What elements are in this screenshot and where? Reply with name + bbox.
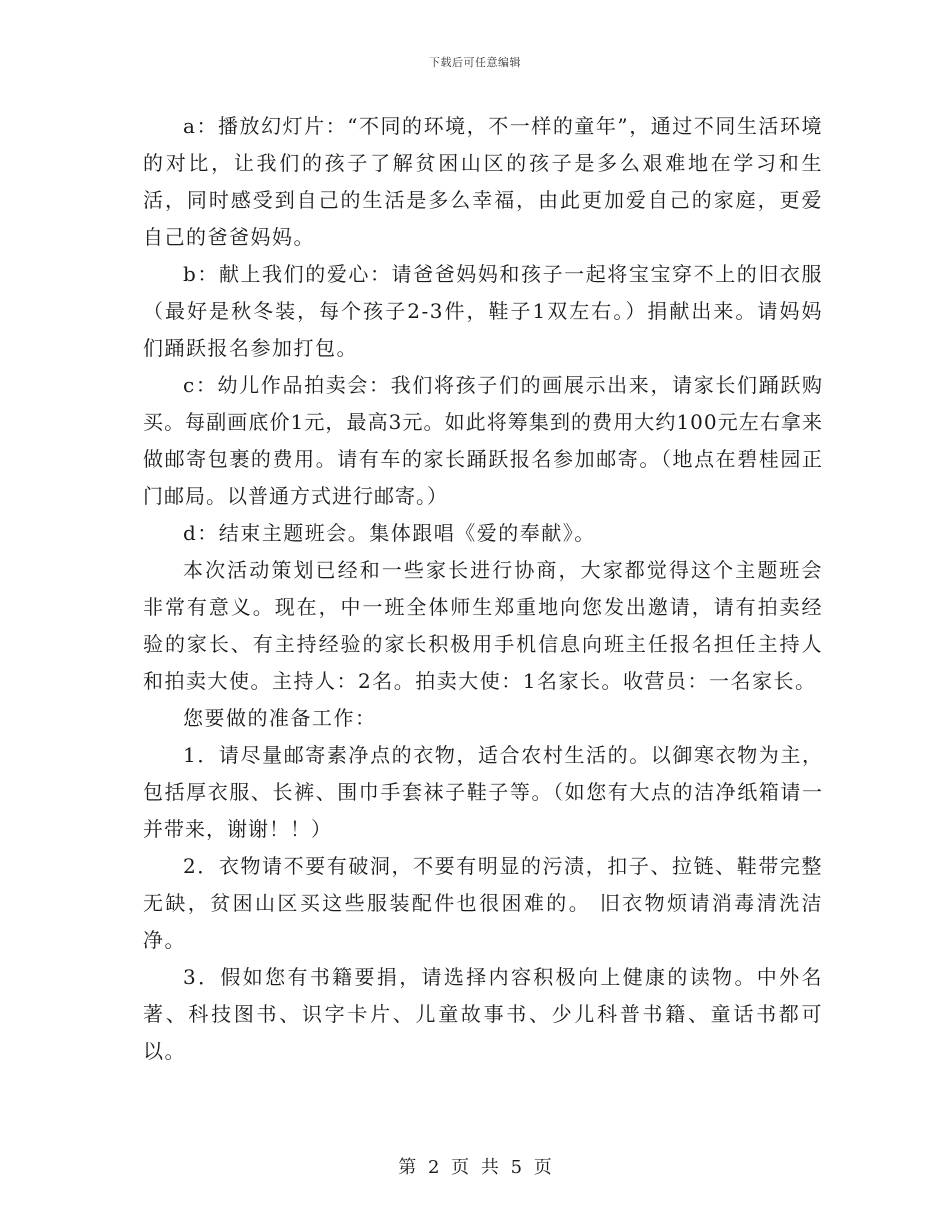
paragraph-preparation-heading: 您要做的准备工作： xyxy=(183,706,377,730)
paragraph-item-3: 3．假如您有书籍要捐，请选择内容积极向上健康的读物。中外名著、科技图书、识字卡片、儿童故事书、少儿科普书籍、童话书都可以。 xyxy=(143,965,823,1063)
page-header: 下载后可任意编辑 xyxy=(429,56,521,69)
paragraph-auction: c：幼儿作品拍卖会：我们将孩子们的画展示出来，请家长们踊跃购买。每副画底价1元，最高3元。如此将筹集到的费用大约100元左右拿来做邮寄包裹的费用。请有车的家长踊跃报名参加邮寄。（地点在碧桂园正门邮局。以普通方式进行邮寄。） xyxy=(143,373,823,508)
paragraph-invitation: 本次活动策划已经和一些家长进行协商，大家都觉得这个主题班会非常有意义。现在，中一班全体师生郑重地向您发出邀请，请有拍卖经验的家长、有主持经验的家长积极用手机信息向班主任报名担任主持人和拍卖大使。主持人：2名。拍卖大使：1名家长。收营员：一名家长。 xyxy=(143,558,823,693)
paragraph-item-1: 1．请尽量邮寄素净点的衣物，适合农村生活的。以御寒衣物为主，包括厚衣服、长裤、围巾手套袜子鞋子等。（如您有大点的洁净纸箱请一并带来，谢谢！！） xyxy=(143,743,823,841)
paragraph-donate-clothes: b：献上我们的爱心：请爸爸妈妈和孩子一起将宝宝穿不上的旧衣服（最好是秋冬装，每个孩子2-3件，鞋子1双左右。）捐献出来。请妈妈们踊跃报名参加打包。 xyxy=(143,262,823,360)
document-body xyxy=(143,108,823,1070)
page-number: 第 2 页 共 5 页 xyxy=(398,1157,552,1178)
paragraph-item-2: 2．衣物请不要有破洞，不要有明显的污渍，扣子、拉链、鞋带完整无缺，贫困山区买这些服装配件也很困难的。 旧衣物烦请消毒清洗洁净。 xyxy=(143,854,823,952)
paragraph-slideshow: a：播放幻灯片：“不同的环境，不一样的童年”，通过不同生活环境的对比，让我们的孩子了解贫困山区的孩子是多么艰难地在学习和生活，同时感受到自己的生活是多么幸福，由此更加爱自己的家庭，更爱自己的爸爸妈妈。 xyxy=(143,114,823,249)
paragraph-closing: d：结束主题班会。集体跟唱《爱的奉献》。 xyxy=(183,521,596,545)
